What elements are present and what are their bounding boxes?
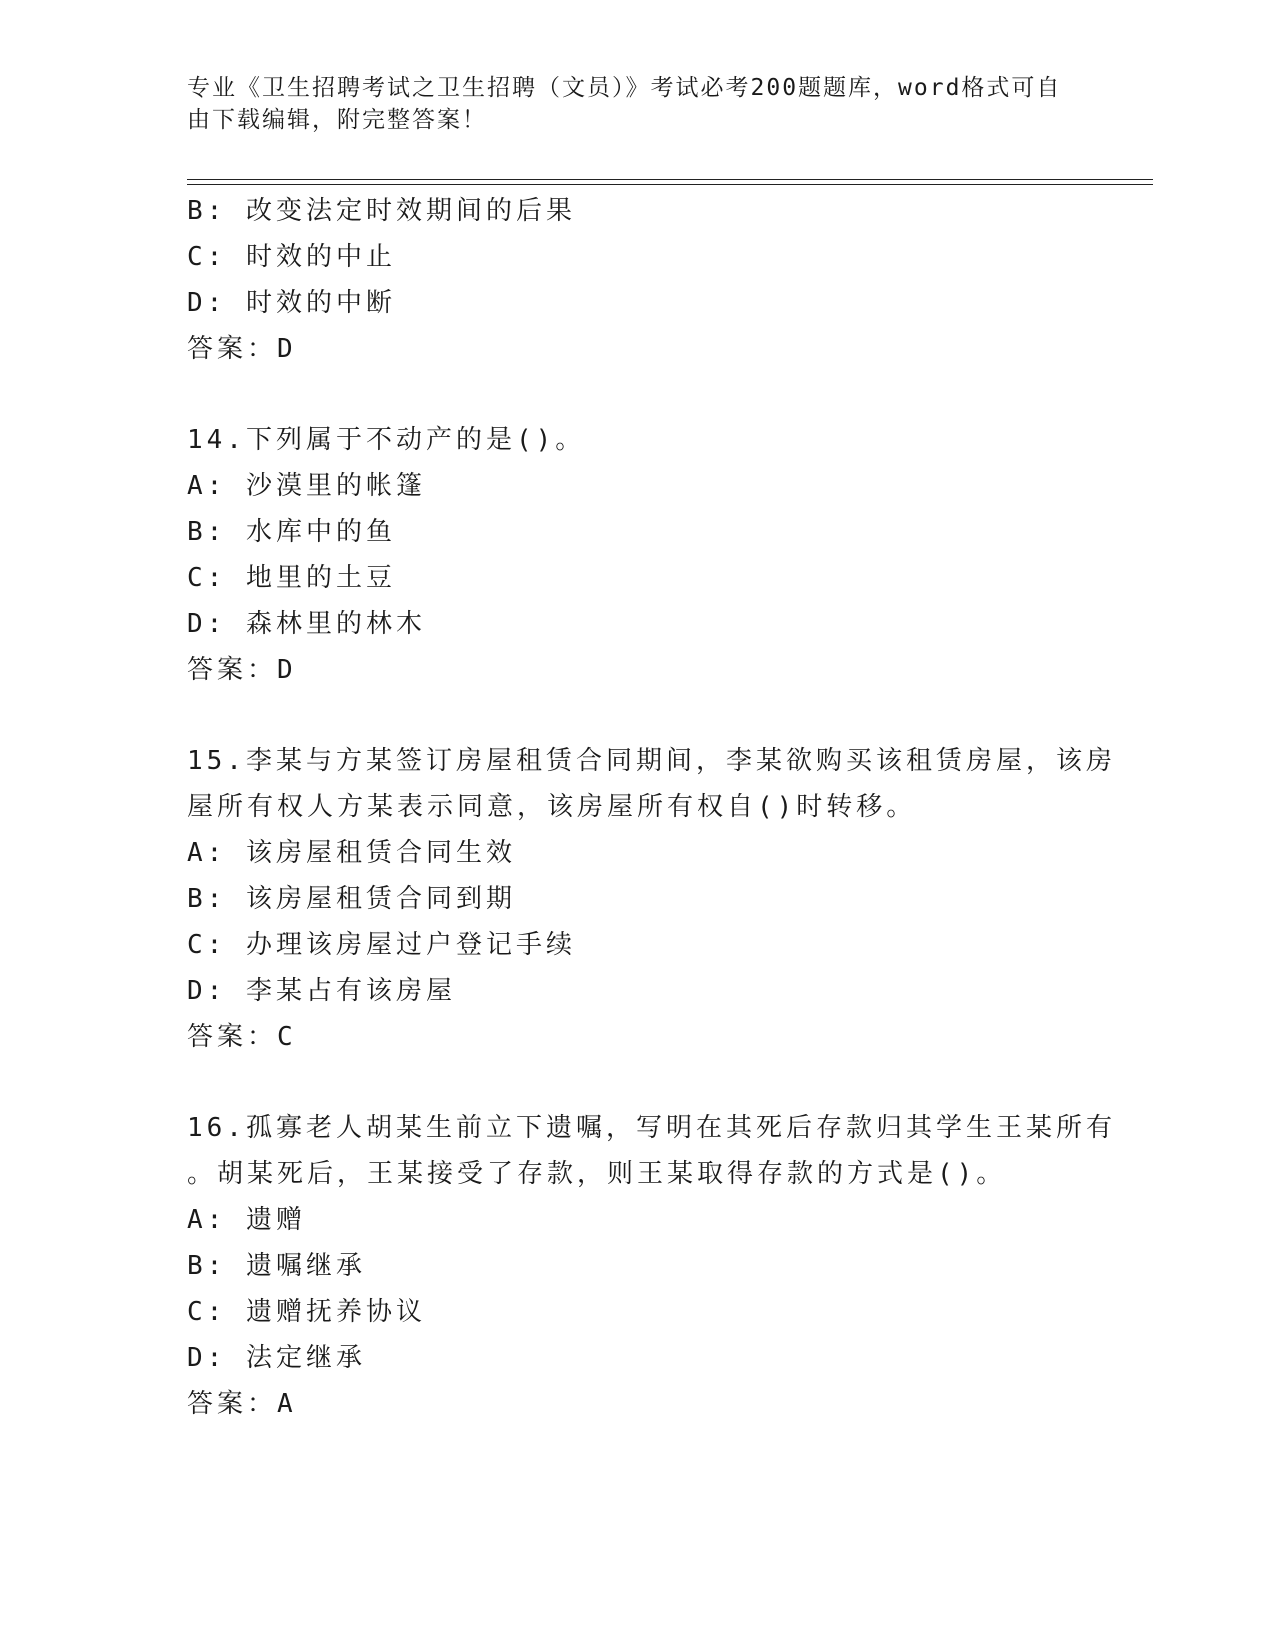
option-d: D: 法定继承: [187, 1343, 366, 1373]
option-c: C: 遗赠抚养协议: [187, 1297, 426, 1327]
option-a: A: 该房屋租赁合同生效: [187, 838, 516, 868]
option-d: D: 森林里的林木: [187, 609, 426, 639]
question-text: 。胡某死后，王某接受了存款，则王某取得存款的方式是()。: [187, 1159, 1007, 1189]
question-15: [187, 738, 1137, 1060]
question-text: 屋所有权人方某表示同意，该房屋所有权自()时转移。: [187, 792, 917, 822]
question-16: [187, 1105, 1137, 1427]
answer-line: 答案：C: [187, 1022, 297, 1052]
spacer: [187, 1060, 1137, 1105]
question-text: 16.孤寡老人胡某生前立下遗嘱，写明在其死后存款归其学生王某所有: [187, 1113, 1116, 1143]
option-b: B: 该房屋租赁合同到期: [187, 884, 516, 914]
option-a: A: 沙漠里的帐篷: [187, 471, 426, 501]
option-a: A: 遗赠: [187, 1205, 306, 1235]
header-line-2: 由下载编辑，附完整答案！: [187, 107, 487, 133]
spacer: [187, 693, 1137, 738]
option-b: B: 水库中的鱼: [187, 517, 396, 547]
answer-line: 答案：D: [187, 334, 297, 364]
spacer: [187, 372, 1137, 417]
question-13-continued: [187, 188, 1137, 372]
question-text: 14.下列属于不动产的是()。: [187, 425, 586, 455]
answer-line: 答案：A: [187, 1389, 297, 1419]
question-text: 15.李某与方某签订房屋租赁合同期间，李某欲购买该租赁房屋，该房: [187, 746, 1116, 776]
question-14: [187, 417, 1137, 693]
document-header: [187, 72, 1067, 136]
question-content: [187, 188, 1137, 1427]
header-line-1: 专业《卫生招聘考试之卫生招聘（文员）》考试必考200题题库，word格式可自: [187, 75, 1062, 101]
option-b: B: 遗嘱继承: [187, 1251, 366, 1281]
option-c: C: 时效的中止: [187, 242, 396, 272]
answer-line: 答案：D: [187, 655, 297, 685]
option-d: D: 时效的中断: [187, 288, 396, 318]
header-rule-bottom: [187, 184, 1153, 185]
option-c: C: 办理该房屋过户登记手续: [187, 930, 576, 960]
option-d: D: 李某占有该房屋: [187, 976, 456, 1006]
option-c: C: 地里的土豆: [187, 563, 396, 593]
header-rule-top: [187, 179, 1153, 180]
option-b: B: 改变法定时效期间的后果: [187, 196, 576, 226]
